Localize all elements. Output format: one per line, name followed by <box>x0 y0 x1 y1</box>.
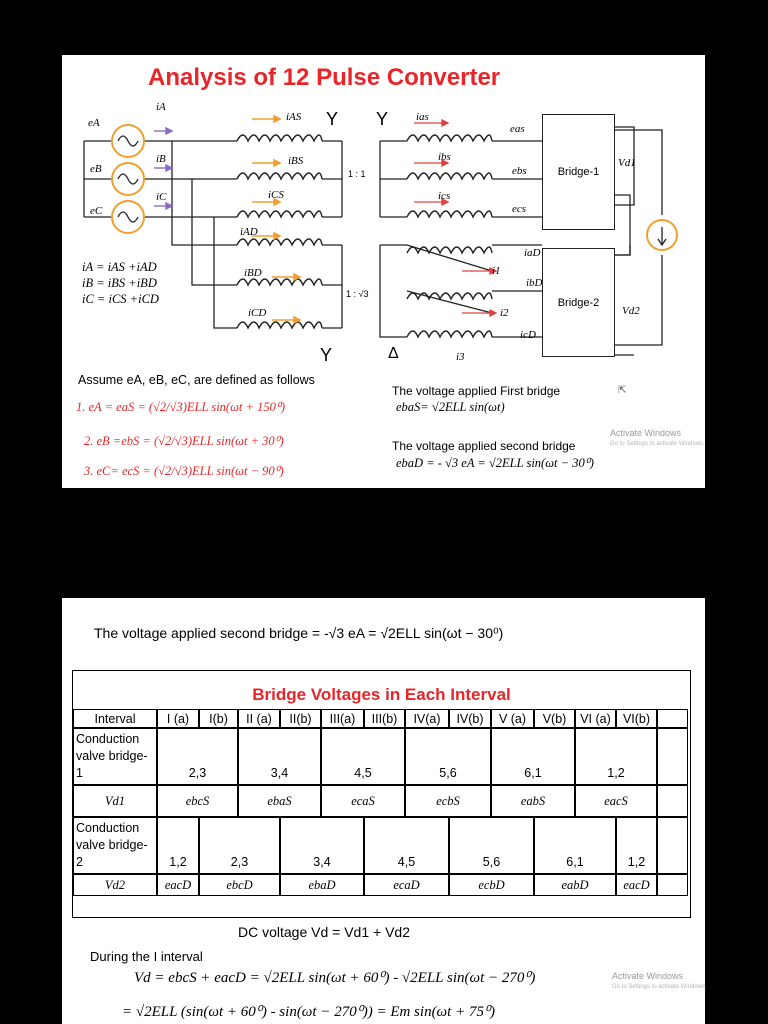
slide-12-pulse-converter <box>62 55 705 488</box>
conduction-valve-cell: 2,3 <box>157 728 238 785</box>
kcl-iB: iB = iBS +iBD <box>82 276 157 290</box>
label-ecs: ecs <box>512 203 527 215</box>
label-i3: i3 <box>456 351 465 363</box>
first-bridge-label: The voltage applied First bridge <box>392 384 561 398</box>
label-iAS: iAS <box>286 111 302 123</box>
activate-windows-subtext-2: Go to Settings to activate Windows. <box>612 984 707 990</box>
interval-header-cell: IV(b) <box>449 709 491 728</box>
equation-2: 2. eB =ebS = (√2/√3)ELL sin(ωt + 30⁰) <box>84 434 284 448</box>
conduction-valve-cell: 6,1 <box>534 817 616 874</box>
vd1-cell: ebcS <box>157 785 238 817</box>
vd2-cell: ebcD <box>199 874 280 896</box>
label-eC: eC <box>90 205 103 217</box>
interval-header-cell-empty <box>657 709 688 728</box>
header-interval: Interval <box>73 709 157 728</box>
equation-1: 1. eA = eaS = (√2/√3)ELL sin(ωt + 150⁰) <box>76 400 285 414</box>
vd2-cell: ebaD <box>280 874 364 896</box>
label-i2: i2 <box>500 307 509 319</box>
label-Y-secondary: Y <box>376 109 389 129</box>
second-bridge-equation: ebaD = - √3 eA = √2ELL sin(ωt − 30⁰) <box>396 456 594 470</box>
label-ics: ics <box>438 190 451 202</box>
activate-windows-watermark-2: Activate Windows <box>612 971 684 981</box>
label-icD: icD <box>520 329 536 341</box>
label-iCD: iCD <box>248 307 267 319</box>
bridge-1: Bridge-1 <box>542 114 615 230</box>
vd1-cell: ecaS <box>321 785 405 817</box>
vd1-cell: eabS <box>491 785 575 817</box>
vd2-cell: eacD <box>616 874 657 896</box>
dc-voltage-equation: DC voltage Vd = Vd1 + Vd2 <box>238 924 410 940</box>
interval-header-cell: I (a) <box>157 709 199 728</box>
interval-header-cell: V (a) <box>491 709 534 728</box>
interval-header-cell: VI (a) <box>575 709 616 728</box>
label-vd1: Vd1 <box>73 785 157 817</box>
interval-header-cell: V(b) <box>534 709 575 728</box>
conduction-valve-cell: 2,3 <box>199 817 280 874</box>
label-iA: iA <box>156 101 166 113</box>
label-delta: Δ <box>388 345 399 362</box>
conduction-valve-cell: 6,1 <box>491 728 575 785</box>
label-vd2: Vd2 <box>73 874 157 896</box>
label-Y-bottom: Y <box>320 345 333 365</box>
activate-windows-watermark: Activate Windows <box>610 428 682 438</box>
label-iCS: iCS <box>268 189 284 201</box>
vd1-cell: eacS <box>575 785 657 817</box>
label-ias: ias <box>416 111 429 123</box>
label-iBS: iBS <box>288 155 304 167</box>
interval-header-cell: VI(b) <box>616 709 657 728</box>
label-eA: eA <box>88 117 100 129</box>
cell-empty <box>657 728 688 785</box>
equation-3: 3. eC= ecS = (√2/√3)ELL sin(ωt − 90⁰) <box>84 464 284 478</box>
cell-empty <box>657 785 688 817</box>
conduction-valve-cell: 1,2 <box>157 817 199 874</box>
slide-title: Analysis of 12 Pulse Converter <box>148 64 501 91</box>
table-title: Bridge Voltages in Each Interval <box>252 685 511 704</box>
label-iB: iB <box>156 153 166 165</box>
label-vd2: Vd2 <box>622 305 640 317</box>
label-eas: eas <box>510 123 525 135</box>
bridge-voltage-table <box>72 670 691 918</box>
cell-empty <box>657 874 688 896</box>
vd1-cell: ecbS <box>405 785 491 817</box>
interval-header-cell: II (a) <box>238 709 280 728</box>
interval-header-cell: IV(a) <box>405 709 449 728</box>
label-iBD: iBD <box>244 267 262 279</box>
interval-header-cell: I(b) <box>199 709 238 728</box>
during-interval-text: During the I interval <box>90 949 203 964</box>
vd-equation-2: = √2ELL (sin(ωt + 60⁰) - sin(ωt − 270⁰)) = Em sin(ωt + 75⁰) <box>122 1004 495 1020</box>
conduction-valve-cell: 3,4 <box>238 728 321 785</box>
label-Y-primary: Y <box>326 109 339 129</box>
bridge-2: Bridge-2 <box>542 248 615 357</box>
label-ebs: ebs <box>512 165 527 177</box>
activate-windows-subtext: Go to Settings to activate Windows. <box>610 441 705 447</box>
conduction-valve-cell: 3,4 <box>280 817 364 874</box>
second-bridge-label: The voltage applied second bridge <box>392 439 576 453</box>
slide-bridge-voltages <box>62 598 705 1024</box>
label-conduction-valve-bridge-1: Conduction valve bridge-1 <box>73 728 157 785</box>
vd2-cell: eacD <box>157 874 199 896</box>
conduction-valve-cell: 1,2 <box>575 728 657 785</box>
kcl-iC: iC = iCS +iCD <box>82 292 159 306</box>
conduction-valve-cell: 4,5 <box>364 817 449 874</box>
label-iC: iC <box>156 191 167 203</box>
interval-header-cell: II(b) <box>280 709 321 728</box>
interval-header-cell: III(a) <box>321 709 364 728</box>
cell-empty <box>657 817 688 874</box>
vd2-cell: ecaD <box>364 874 449 896</box>
vd-equation-1: Vd = ebcS + eacD = √2ELL sin(ωt + 60⁰) - √2ELL sin(ωt − 270⁰) <box>134 970 536 986</box>
assume-text: Assume eA, eB, eC, are defined as follows <box>78 373 315 387</box>
ratio-1-root3: 1 : √3 <box>346 289 369 299</box>
label-ibs: ibs <box>438 151 451 163</box>
label-conduction-valve-bridge-2: Conduction valve bridge-2 <box>73 817 157 874</box>
label-eB: eB <box>90 163 102 175</box>
label-ibD: ibD <box>526 277 543 289</box>
ratio-1-1: 1 : 1 <box>348 169 366 179</box>
conduction-valve-cell: 5,6 <box>405 728 491 785</box>
conduction-valve-cell: 5,6 <box>449 817 534 874</box>
vd2-cell: eabD <box>534 874 616 896</box>
second-bridge-line: The voltage applied second bridge = -√3 eA = √2ELL sin(ωt − 30⁰) <box>94 625 504 641</box>
cursor-icon: ⇱ <box>618 385 627 396</box>
label-i1: i1 <box>492 265 501 277</box>
label-iaD: iaD <box>524 247 541 259</box>
label-vd1: Vd1 <box>618 157 636 169</box>
vd1-cell: ebaS <box>238 785 321 817</box>
vd2-cell: ecbD <box>449 874 534 896</box>
kcl-iA: iA = iAS +iAD <box>82 260 157 274</box>
conduction-valve-cell: 1,2 <box>616 817 657 874</box>
label-iAD: iAD <box>240 226 258 238</box>
interval-header-cell: III(b) <box>364 709 405 728</box>
first-bridge-equation: ebaS= √2ELL sin(ωt) <box>396 400 505 414</box>
conduction-valve-cell: 4,5 <box>321 728 405 785</box>
